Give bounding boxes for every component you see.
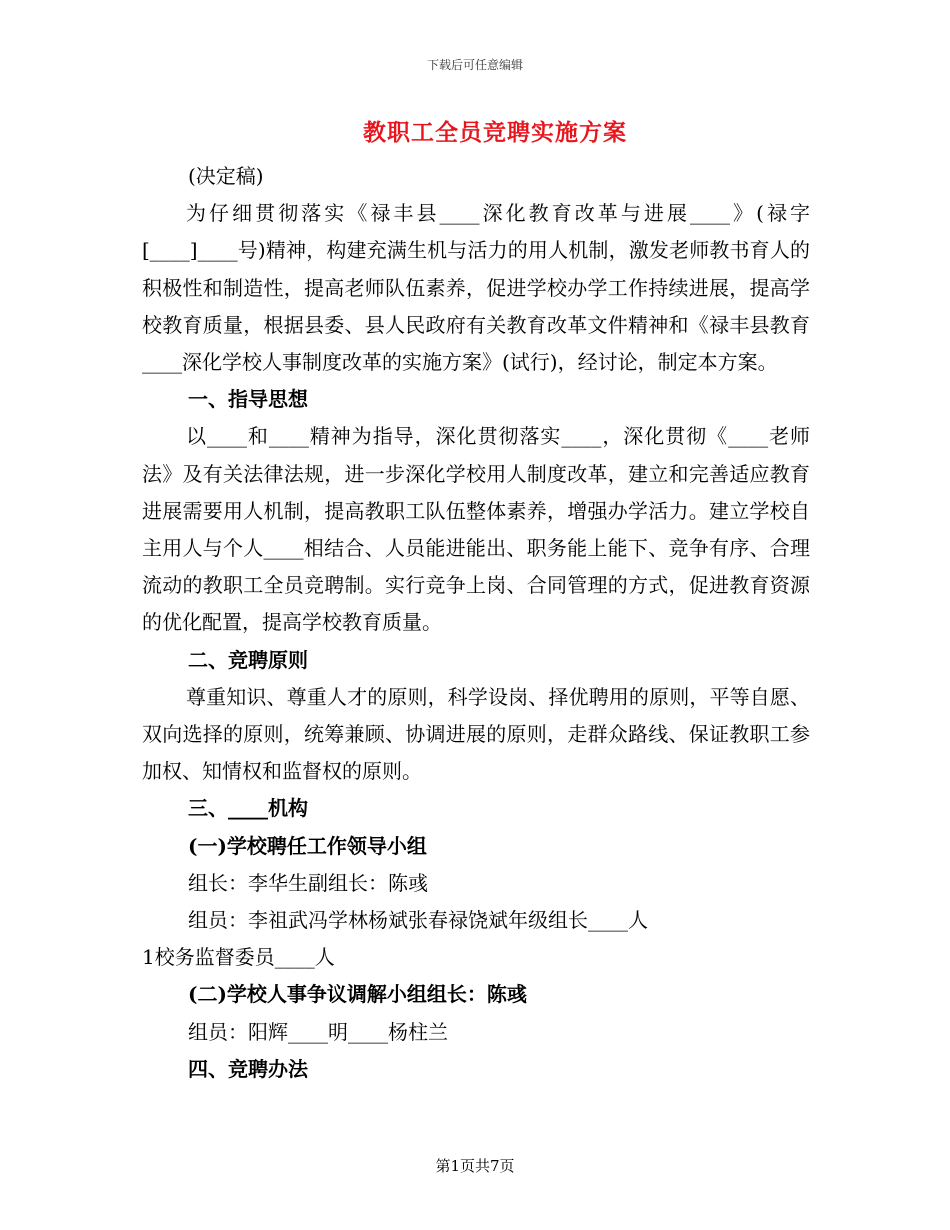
document-body <box>142 158 810 1088</box>
subsection-heading-mediation-group: (二)学校人事争议调解小组组长：陈彧 <box>188 982 527 1007</box>
subsection-heading-leadership-group: (一)学校聘任工作领导小组 <box>188 833 427 858</box>
header-note: 下载后可任意编辑 <box>426 58 523 72</box>
section-body-guiding-thought: 以____和____精神为指导，深化贯彻落实____，深化贯彻《____老师法》及有关法律法规，进一步深化学校用人制度改革，建立和完善适应教育进展需要用人机制，提高教职工队伍整体素养，增强办学活力。建立学校自主用人与个人____相结合、人员能进能出、职务能上能下、竞争有序、合理流动的教职工全员竞聘制。实行竞争上岗、合同管理的方式，促进教育资源的优化配置，提高学校教育质量。 <box>142 424 810 635</box>
leadership-group-leaders: 组长：李华生副组长：陈彧 <box>188 870 428 895</box>
document-title: 教职工全员竞聘实施方案 <box>363 119 627 146</box>
intro-paragraph: 为仔细贯彻落实《禄丰县____深化教育改革与进展____》(禄字[____]____号)精神，构建充满生机与活力的用人机制，激发老师教书育人的积极性和制造性，提高老师队伍素养，促进学校办学工作持续进展，提高学校教育质量，根据县委、县人民政府有关教育改革文件精神和《禄丰县教育____深化学校人事制度改革的实施方案》(试行)，经讨论，制定本方案。 <box>142 201 810 375</box>
mediation-group-members: 组员：阳辉____明____杨柱兰 <box>188 1019 448 1044</box>
draft-label: (决定稿) <box>188 164 264 188</box>
supervision-committee: 1校务监督委员____人 <box>142 945 335 970</box>
section-body-principles: 尊重知识、尊重人才的原则，科学设岗、择优聘用的原则，平等自愿、双向选择的原则，统筹兼顾、协调进展的原则，走群众路线、保证教职工参加权、知情权和监督权的原则。 <box>142 684 810 784</box>
section-heading-principles: 二、竞聘原则 <box>188 647 308 672</box>
section-heading-methods: 四、竞聘办法 <box>188 1056 308 1081</box>
page-number: 第1页共7页 <box>435 1157 515 1175</box>
section-heading-organization: 三、____机构 <box>188 796 308 821</box>
leadership-group-members: 组员：李祖武冯学林杨斌张春禄饶斌年级组长____人 <box>188 908 648 933</box>
section-heading-guiding-thought: 一、指导思想 <box>188 387 308 412</box>
